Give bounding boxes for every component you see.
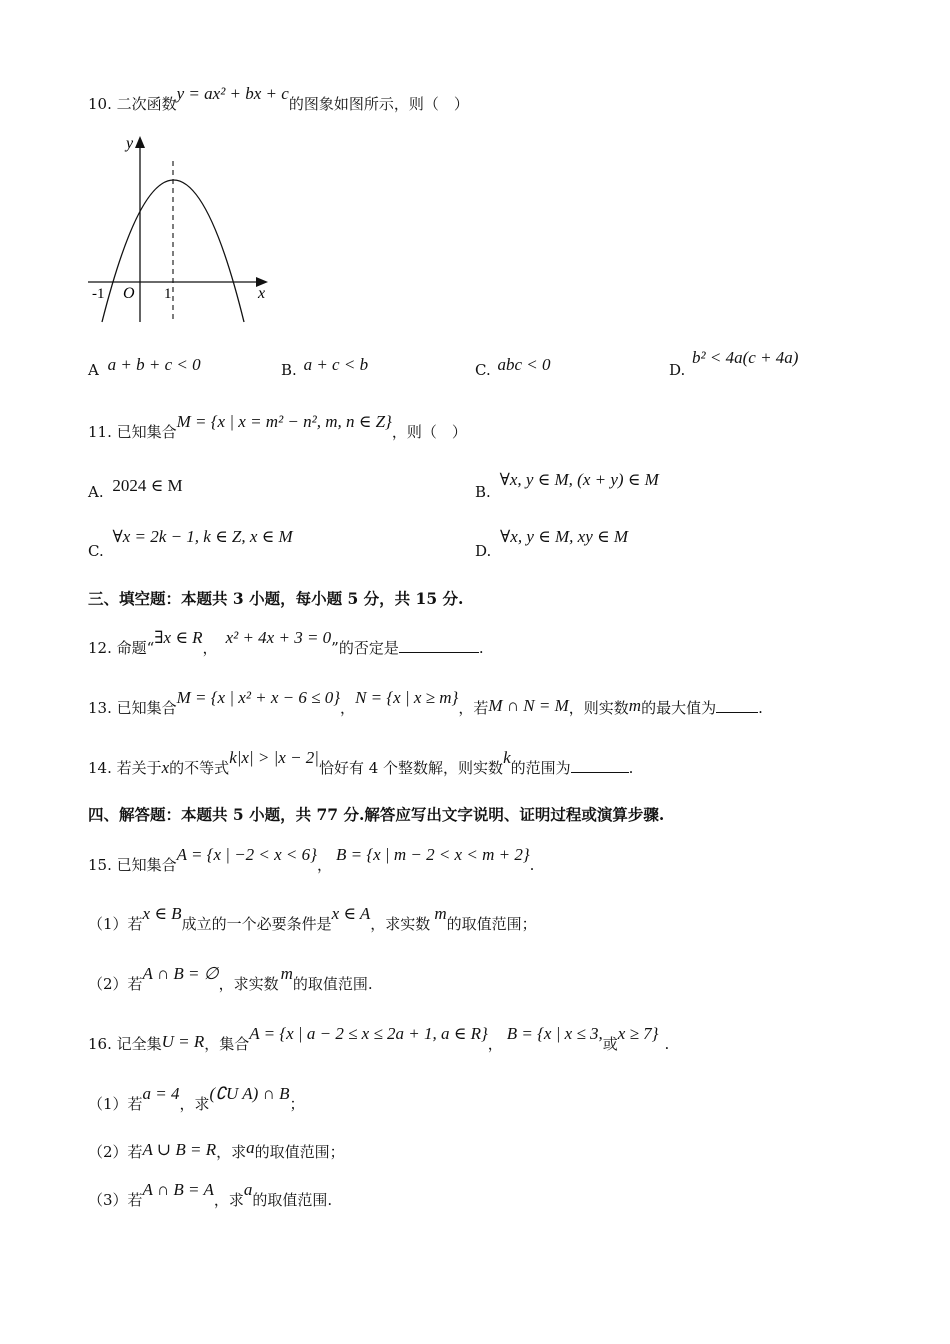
q15-stem xyxy=(88,845,535,875)
option-letter: D. xyxy=(475,542,492,560)
option-text: abc < 0 xyxy=(497,355,551,374)
q12-post: ”的否定是 xyxy=(331,639,399,657)
q12 xyxy=(88,628,484,658)
q15-p2-formula: A ∩ B = ∅ xyxy=(142,964,219,983)
q14-end: . xyxy=(628,759,634,777)
q16-p2-pre: （2）若 xyxy=(88,1143,143,1161)
q15-p1-mid: 成立的一个必要条件是 xyxy=(181,915,332,933)
q16-p1-formula-2: (∁U A) ∩ B xyxy=(209,1084,290,1103)
option-letter: A. xyxy=(88,483,104,501)
q11-stem-tail: ，则（ ） xyxy=(391,423,467,441)
q13-var-m: m xyxy=(628,696,642,715)
q14 xyxy=(88,748,634,778)
tick-label-1: 1 xyxy=(164,286,172,302)
q15-p1-formula-2: x ∈ A xyxy=(331,904,371,923)
q16-p3-var-a: a xyxy=(243,1180,253,1199)
q16-sep-2: ， xyxy=(487,1035,503,1053)
q16-p1-formula-1: a = 4 xyxy=(142,1084,180,1103)
q13-sep-1: ， xyxy=(340,699,356,717)
q11-stem xyxy=(88,412,467,442)
q10-formula: y = ax² + bx + c xyxy=(176,84,289,103)
section-fill-in-heading: 三、填空题：本题共 3 小题，每小题 5 分，共 15 分. xyxy=(88,589,464,608)
q14-var-x: x xyxy=(161,758,170,777)
q10-parabola-graph xyxy=(84,130,284,330)
q12-mid: ， xyxy=(202,639,218,657)
q16-part2 xyxy=(88,1138,345,1162)
q14-pre: 14. 若关于 xyxy=(88,759,162,777)
option-letter: A xyxy=(88,361,99,379)
q16-p2-post: 的取值范围； xyxy=(254,1143,345,1161)
q10-stem-tail: 的图象如图所示，则（ ） xyxy=(288,95,469,113)
q15-p1-pre: （1）若 xyxy=(88,915,143,933)
q16-p3-mid: ，求 xyxy=(213,1191,244,1209)
option-text: b² < 4a(c + 4a) xyxy=(692,348,799,367)
q12-formula-1: ∃x ∈ R xyxy=(154,628,203,647)
answer-blank[interactable] xyxy=(571,758,629,773)
q16-p2-mid: ，求 xyxy=(216,1143,247,1161)
q16-part3 xyxy=(88,1180,333,1210)
q16-formula-4: x ≥ 7} xyxy=(617,1024,659,1043)
q16-sep-1: ，集合 xyxy=(204,1035,250,1053)
q16-formula-3: B = {x | x ≤ 3, xyxy=(506,1024,603,1043)
x-axis-label: x xyxy=(258,285,266,302)
q15-end: . xyxy=(529,856,535,874)
q15-formula-2: B = {x | m − 2 < x < m + 2} xyxy=(335,845,530,864)
q15-p1-mid2: ，求实数 xyxy=(370,915,431,933)
q15-sep: ， xyxy=(316,856,332,874)
q14-mid2: 恰好有 4 个整数解，则实数 xyxy=(318,759,504,777)
q13-pre: 13. 已知集合 xyxy=(88,699,177,717)
q15-p1-post: 的取值范围； xyxy=(446,915,537,933)
q15-p2-var-m: m xyxy=(280,964,293,983)
q11-option-c xyxy=(88,527,293,561)
q15-p2-pre: （2）若 xyxy=(88,975,143,993)
q12-pre: 12. 命题“ xyxy=(88,639,155,657)
q16-or: 或 xyxy=(602,1035,618,1053)
q10-option-a xyxy=(88,355,201,380)
q15-p1-var-m: m xyxy=(434,904,447,923)
q14-formula: k|x| > |x − 2| xyxy=(229,748,319,767)
q15-formula-1: A = {x | −2 < x < 6} xyxy=(176,845,317,864)
q13-post: 的最大值为 xyxy=(641,699,717,717)
option-text: 2024 ∈ M xyxy=(112,476,183,495)
q14-var-k: k xyxy=(503,748,511,767)
option-letter: B. xyxy=(475,483,491,501)
q11-option-a xyxy=(88,476,183,502)
q16-stem xyxy=(88,1024,670,1054)
q13 xyxy=(88,688,763,718)
q15-pre: 15. 已知集合 xyxy=(88,856,177,874)
q16-p1-post: ； xyxy=(289,1095,305,1113)
q15-part1 xyxy=(88,904,537,934)
q15-p2-mid: ，求实数 xyxy=(218,975,279,993)
q10-option-b xyxy=(281,355,369,380)
q10-option-d xyxy=(669,348,799,380)
q10-number: 10. 二次函数 xyxy=(88,95,177,113)
q14-post: 的范围为 xyxy=(510,759,571,777)
tick-label-neg1: -1 xyxy=(92,286,105,302)
answer-blank[interactable] xyxy=(399,638,479,653)
q16-p3-pre: （3）若 xyxy=(88,1191,143,1209)
option-text: a + b + c < 0 xyxy=(107,355,201,374)
q13-sep-2: ，若 xyxy=(458,699,489,717)
q15-p1-formula-1: x ∈ B xyxy=(142,904,182,923)
option-text: a + c < b xyxy=(303,355,369,374)
q12-formula-2: x² + 4x + 3 = 0 xyxy=(225,628,332,647)
q14-mid: 的不等式 xyxy=(169,759,230,777)
q11-option-d xyxy=(475,527,628,561)
q13-end: . xyxy=(758,699,763,717)
q13-formula-1: M = {x | x² + x − 6 ≤ 0} xyxy=(176,688,341,707)
q13-sep-3: ，则实数 xyxy=(568,699,629,717)
q15-p2-post: 的取值范围. xyxy=(292,975,373,993)
q16-end: . xyxy=(664,1035,670,1053)
option-letter: C. xyxy=(88,542,104,560)
q16-p2-formula: A ∪ B = R xyxy=(142,1140,217,1159)
q13-formula-3: M ∩ N = M xyxy=(488,696,569,715)
q16-p1-pre: （1）若 xyxy=(88,1095,143,1113)
option-text: ∀x, y ∈ M, (x + y) ∈ M xyxy=(499,470,659,489)
q11-option-b xyxy=(475,470,659,502)
q11-number: 11. 已知集合 xyxy=(88,423,177,441)
q16-p3-formula: A ∩ B = A xyxy=(142,1180,214,1199)
q10-option-c xyxy=(475,355,551,380)
option-text: ∀x = 2k − 1, k ∈ Z, x ∈ M xyxy=(112,527,293,546)
answer-blank[interactable] xyxy=(716,698,758,713)
q12-end: . xyxy=(478,639,484,657)
option-letter: C. xyxy=(475,361,491,379)
q16-part1 xyxy=(88,1084,305,1114)
q11-formula: M = {x | x = m² − n², m, n ∈ Z} xyxy=(176,412,392,431)
q16-p2-var-a: a xyxy=(246,1138,255,1157)
q13-formula-2: N = {x | x ≥ m} xyxy=(355,688,459,707)
option-letter: D. xyxy=(669,361,686,379)
q16-p1-mid: ，求 xyxy=(179,1095,210,1113)
option-letter: B. xyxy=(281,361,297,379)
section-solution-heading: 四、解答题：本题共 5 小题，共 77 分.解答应写出文字说明、证明过程或演算步骤. xyxy=(88,805,665,824)
q16-p3-post: 的取值范围. xyxy=(252,1191,333,1209)
y-axis-arrow xyxy=(135,136,145,148)
q16-formula-1: U = R xyxy=(161,1032,205,1051)
option-text: ∀x, y ∈ M, xy ∈ M xyxy=(500,527,628,546)
origin-label: O xyxy=(123,285,135,302)
q15-part2 xyxy=(88,964,373,994)
q16-pre: 16. 记全集 xyxy=(88,1035,162,1053)
q10-stem xyxy=(88,84,469,114)
y-axis-label: y xyxy=(126,135,134,152)
q16-formula-2: A = {x | a − 2 ≤ x ≤ 2a + 1, a ∈ R} xyxy=(249,1024,488,1043)
